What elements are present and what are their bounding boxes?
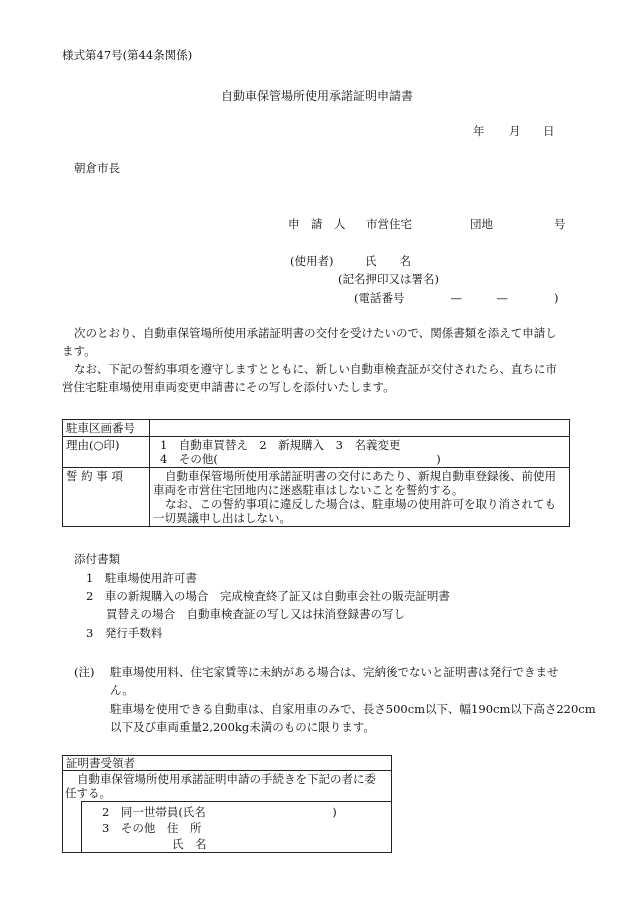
reason-label: 理由(○印) <box>63 437 150 468</box>
reason-line-1: 1 自動車買替え 2 新規購入 3 名義変更 <box>160 438 401 452</box>
date-month: 月 <box>509 124 521 138</box>
seal-note: (記名押印又は署名) <box>338 272 439 286</box>
pledge-text <box>150 468 570 527</box>
receiver-option-3: 3 その他 住 所 <box>102 821 202 835</box>
address-label: 市営住宅 <box>366 217 412 231</box>
pledge-line-2: 車両を市営住宅団地内に迷惑駐車はしないことを誓約する。 <box>153 483 464 497</box>
pledge-line-3: なお、この誓約事項に違反した場合は、駐車場の使用許可を取り消されても <box>165 497 556 511</box>
danchi-label: 団地 <box>470 217 493 231</box>
body-p2-line2: 営住宅駐車場使用車両変更申請書にその写しを添付いたします。 <box>62 380 395 394</box>
body-p1-line2: ます。 <box>62 344 96 358</box>
pledge-line-1: 自動車保管場所使用承諾証明書の交付にあたり、新規自動車登録後、前使用 <box>165 469 556 483</box>
note-2-line-2: 以下及び車両重量2,200kg未満のものに限ります。 <box>110 720 375 734</box>
document-title: 自動車保管場所使用承諾証明申請書 <box>221 89 414 103</box>
attachment-item-2b: 買替えの場合 自動車検査証の写し又は抹消登録書の写し <box>106 607 405 621</box>
receiver-box <box>62 755 392 853</box>
body-p2-line1: なお、下記の誓約事項を遵守しますとともに、新しい自動車検査証が交付されたら、直ちに市 <box>74 362 557 376</box>
attachments-heading: 添付書類 <box>74 552 120 566</box>
form-number: 様式第47号(第44条関係) <box>62 48 193 62</box>
attachment-item-2: 2 車の新規購入の場合 完成検査終了証又は自動車会社の販売証明書 <box>86 589 450 603</box>
gou-label: 号 <box>554 217 566 231</box>
parking-number-value <box>150 420 570 437</box>
phone-line: (電話番号 — — ) <box>354 291 559 305</box>
applicant-label: 申 請 人 <box>288 217 346 231</box>
attachment-item-3: 3 発行手数料 <box>86 626 163 640</box>
body-p1-line1: 次のとおり、自動車保管場所使用承諾証明書の交付を受けたいので、関係書類を添えて申請し <box>74 326 557 340</box>
name-label: 氏 名 <box>365 254 411 268</box>
body-paragraph-1 <box>62 324 570 396</box>
note-1-line-1: 駐車場使用料、住宅家賃等に未納がある場合は、完納後でないと証明書は発行できませ <box>110 665 559 679</box>
notes-label: (注) <box>74 665 95 679</box>
reason-line-2: 4 その他( ) <box>160 452 441 466</box>
receiver-heading: 証明書受領者 <box>63 756 391 771</box>
pledge-label: 誓 約 事 項 <box>63 468 150 527</box>
receiver-line-2: 任する。 <box>65 786 111 800</box>
addressee: 朝倉市長 <box>74 161 120 175</box>
note-1-line-2: ん。 <box>110 683 134 697</box>
receiver-option-2: 2 同一世帯員(氏名 ) <box>102 805 337 819</box>
pledge-table <box>62 419 570 527</box>
parking-number-label: 駐車区画番号 <box>63 420 150 437</box>
reason-options <box>150 437 570 468</box>
attachment-item-1: 1 駐車場使用許可書 <box>86 571 197 585</box>
pledge-line-4: 一切異議申し出はしない。 <box>153 511 291 525</box>
receiver-options <box>81 801 392 853</box>
date-day: 日 <box>543 124 555 138</box>
receiver-line-1: 自動車保管場所使用承諾証明申請の手続きを下記の者に委 <box>77 772 376 786</box>
note-2-line-1: 駐車場を使用できる自動車は、自家用車のみで、長さ500cm以下、幅190cm以下高さ220cm <box>110 702 596 716</box>
user-label: (使用者) <box>290 254 334 268</box>
date-year: 年 <box>473 124 485 138</box>
receiver-option-3-name: 氏 名 <box>172 837 207 851</box>
